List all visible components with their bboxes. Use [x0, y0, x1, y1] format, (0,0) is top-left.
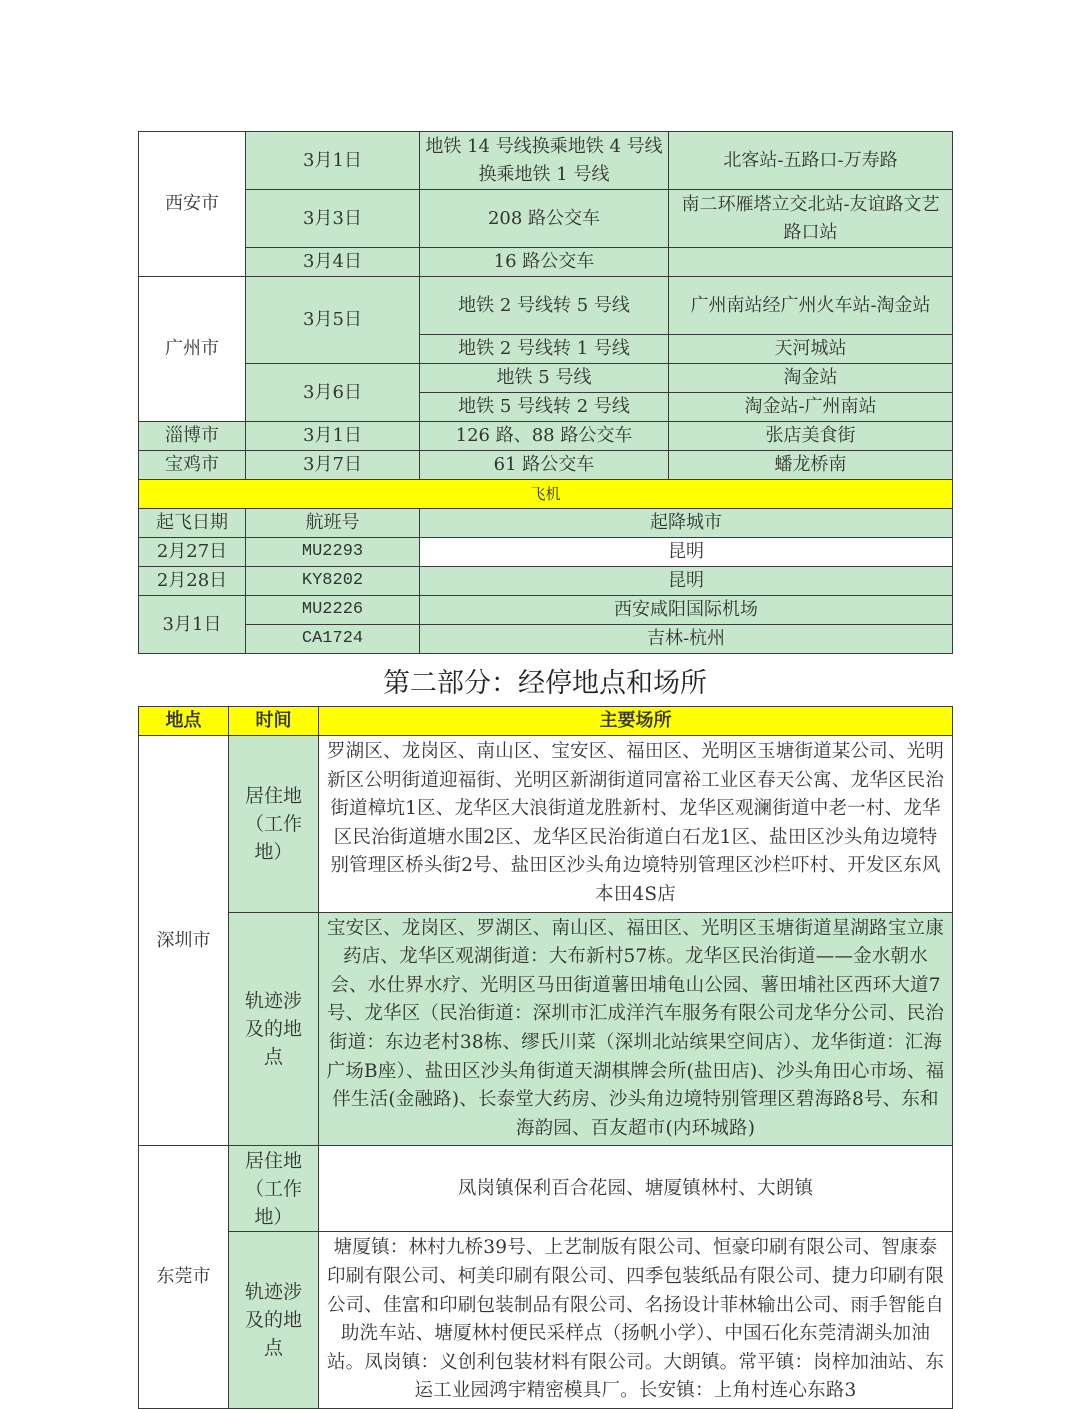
table-row: [139, 451, 953, 480]
section-label: 飞机: [139, 480, 953, 509]
table-row: [139, 567, 953, 596]
flight-section-header: [139, 480, 953, 509]
table-row: [139, 538, 953, 567]
transport-cell: 地铁 2 号线转 1 号线: [420, 335, 669, 364]
city-cell: 广州市: [139, 277, 246, 422]
route-cell: 北客站-五路口-万寿路: [669, 132, 953, 190]
date-cell: 3月5日: [246, 277, 420, 364]
transport-cell: 208 路公交车: [420, 190, 669, 248]
date-cell: 3月1日: [246, 132, 420, 190]
date-cell: 3月3日: [246, 190, 420, 248]
track-venues: 塘厦镇：林村九桥39号、上艺制版有限公司、恒豪印刷有限公司、智康泰印刷有限公司、柯美印刷有限公司、四季包装纸品有限公司、捷力印刷有限公司、佳富和印刷包装制品有限公司、名扬设计菲林输出公司、雨手智能自助洗车站、塘厦林村便民采样点（扬帆小学）、中国石化东莞清湖头加油站。凤岗镇：义创利包装材料有限公司。大朗镇。常平镇：岗梓加油站、东运工业园鸿宇精密模具厂。长安镇：上角村连心东路3: [319, 1232, 953, 1409]
date-cell: 3月4日: [246, 248, 420, 277]
date-cell: 3月1日: [246, 422, 420, 451]
column-header-place: 地点: [139, 707, 229, 736]
section-title: 第二部分：经停地点和场所: [383, 668, 707, 699]
track-label: 轨迹涉及的地点: [229, 912, 319, 1146]
table-row: [139, 132, 953, 190]
venues-table: [138, 706, 953, 1409]
residence-label: 居住地（工作地）: [229, 736, 319, 913]
column-header-venues: 主要场所: [319, 707, 953, 736]
city-cell: 西安市: [139, 132, 246, 277]
flight-no-cell: MU2293: [246, 538, 420, 567]
table-row: [139, 736, 953, 913]
route-cell: 南二环雁塔立交北站-友谊路文艺路口站: [669, 190, 953, 248]
cities-cell: 吉林-杭州: [420, 625, 953, 654]
track-venues: 宝安区、龙岗区、罗湖区、南山区、福田区、光明区玉塘街道星湖路宝立康药店、龙华区观湖街道：大布新村57栋。龙华区民治街道——金水朝水会、水仕界水疗、光明区马田街道薯田埔龟山公园、薯田埔社区西环大道7号、龙华区（民治街道：深圳市汇成洋汽车服务有限公司龙华分公司、民治街道：东边老村38栋、缪氏川菜（深圳北站缤果空间店）、龙华街道：汇海广场B座）、盐田区沙头角街道天湖棋牌会所(盐田店)、沙头角田心市场、福伴生活(金融路)、长泰堂大药房、沙头角边境特别管理区碧海路8号、东和海韵园、百友超市(内环城路): [319, 912, 953, 1146]
date-cell: 2月28日: [139, 567, 246, 596]
table-row: [139, 190, 953, 248]
residence-venues: 凤岗镇保利百合花园、塘厦镇林村、大朗镇: [319, 1146, 953, 1232]
residence-venues: 罗湖区、龙岗区、南山区、宝安区、福田区、光明区玉塘街道某公司、光明新区公明街道迎福街、光明区新湖街道同富裕工业区春天公寓、龙华区民治街道樟坑1区、龙华区大浪街道龙胜新村、龙华区观澜街道中老一村、龙华区民治街道塘水围2区、龙华区民治街道白石龙1区、盐田区沙头角边境特别管理区桥头街2号、盐田区沙头角边境特别管理区沙栏吓村、开发区东风本田4S店: [319, 736, 953, 913]
transport-cell: 地铁 5 号线: [420, 364, 669, 393]
table-row: [139, 596, 953, 625]
route-cell: 广州南站经广州火车站-淘金站: [669, 277, 953, 335]
date-cell: 3月1日: [139, 596, 246, 654]
flight-no-cell: MU2226: [246, 596, 420, 625]
city-cell: 深圳市: [139, 736, 229, 1146]
date-cell: 3月6日: [246, 364, 420, 422]
city-cell: 宝鸡市: [139, 451, 246, 480]
route-cell: 蟠龙桥南: [669, 451, 953, 480]
column-header-date: 起飞日期: [139, 509, 246, 538]
route-cell: 淘金站-广州南站: [669, 393, 953, 422]
transport-cell: 16 路公交车: [420, 248, 669, 277]
table-row: [139, 912, 953, 1146]
route-cell: 张店美食街: [669, 422, 953, 451]
route-cell: [669, 248, 953, 277]
flight-header-row: [139, 509, 953, 538]
column-header-flight-no: 航班号: [246, 509, 420, 538]
track-label: 轨迹涉及的地点: [229, 1232, 319, 1409]
city-cell: 淄博市: [139, 422, 246, 451]
cities-cell: 西安咸阳国际机场: [420, 596, 953, 625]
transport-cell: 地铁 5 号线转 2 号线: [420, 393, 669, 422]
date-cell: 2月27日: [139, 538, 246, 567]
table-row: [139, 625, 953, 654]
transport-cell: 126 路、88 路公交车: [420, 422, 669, 451]
table-row: [139, 364, 953, 393]
date-cell: 3月7日: [246, 451, 420, 480]
cities-cell: 昆明: [420, 538, 953, 567]
table-row: [139, 277, 953, 335]
route-cell: 淘金站: [669, 364, 953, 393]
transport-cell: 61 路公交车: [420, 451, 669, 480]
cities-cell: 昆明: [420, 567, 953, 596]
table-row: [139, 422, 953, 451]
flight-no-cell: KY8202: [246, 567, 420, 596]
itinerary-table: [138, 131, 953, 654]
city-cell: 东莞市: [139, 1146, 229, 1409]
transport-cell: 地铁 2 号线转 5 号线: [420, 277, 669, 335]
transport-cell: 地铁 14 号线换乘地铁 4 号线换乘地铁 1 号线: [420, 132, 669, 190]
table-row: [139, 1146, 953, 1232]
flight-no-cell: CA1724: [246, 625, 420, 654]
column-header-time: 时间: [229, 707, 319, 736]
table-row: [139, 248, 953, 277]
residence-label: 居住地（工作地）: [229, 1146, 319, 1232]
header-row: [139, 707, 953, 736]
column-header-cities: 起降城市: [420, 509, 953, 538]
table-row: [139, 1232, 953, 1409]
route-cell: 天河城站: [669, 335, 953, 364]
